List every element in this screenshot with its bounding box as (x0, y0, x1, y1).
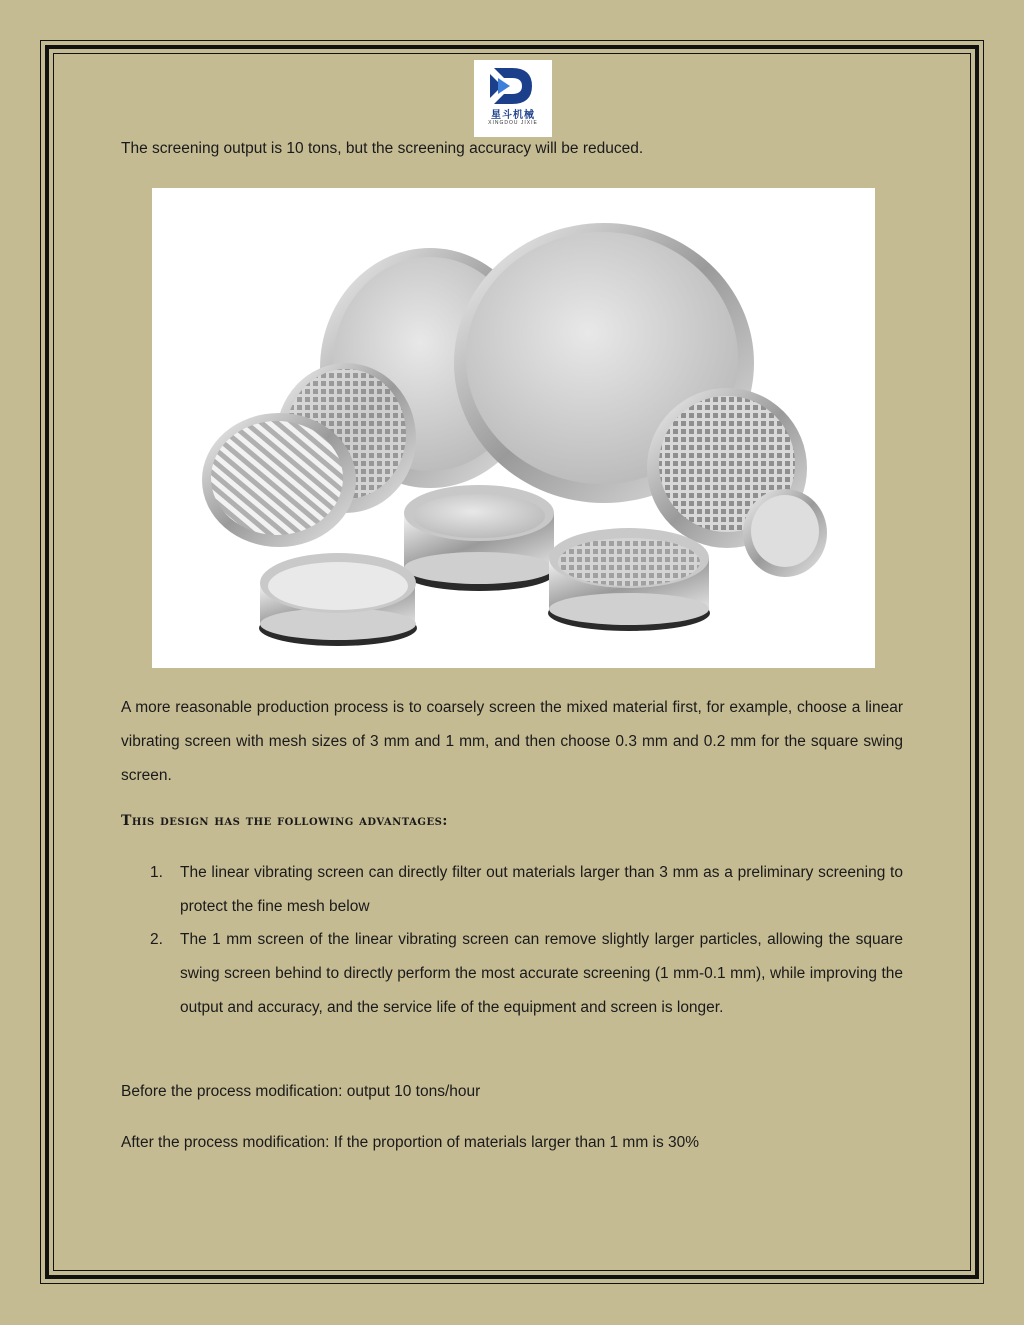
before-modification-line: Before the process modification: output 10 tons/hour (121, 1083, 481, 1100)
list-item-text: The 1 mm screen of the linear vibrating screen can remove slightly larger particles, allowing the square swing screen behind to directly perform the most accurate screening (1 mm-0.1 mm), while improving the output and accuracy, and the service life of the equipment and screen is longer. (180, 931, 903, 1016)
company-logo (474, 60, 552, 137)
list-item (150, 923, 903, 1025)
process-paragraph: A more reasonable production process is to coarsely screen the mixed material first, for example, choose a linear vibrating screen with mesh sizes of 3 mm and 1 mm, and then choose 0.3 mm and 0.2 mm for the square swing screen. (121, 699, 903, 784)
after-modification-line: After the process modification: If the proportion of materials larger than 1 mm is 30% (121, 1134, 700, 1151)
advantages-heading: This design has the following advantages: (121, 813, 448, 829)
list-item (150, 856, 903, 924)
list-item-number: 1. (150, 864, 163, 881)
sieves-photo (152, 188, 875, 668)
logo-english-text: XINGDOU JIXIE (488, 120, 538, 126)
logo-mark-icon (488, 66, 538, 106)
logo-chinese-text: 星斗机械 (491, 110, 535, 121)
sieve-image-icon (152, 188, 875, 668)
intro-paragraph: The screening output is 10 tons, but the screening accuracy will be reduced. (121, 140, 644, 157)
list-item-number: 2. (150, 931, 163, 948)
list-item-text: The linear vibrating screen can directly filter out materials larger than 3 mm as a preliminary screening to protect the fine mesh below (180, 864, 903, 915)
